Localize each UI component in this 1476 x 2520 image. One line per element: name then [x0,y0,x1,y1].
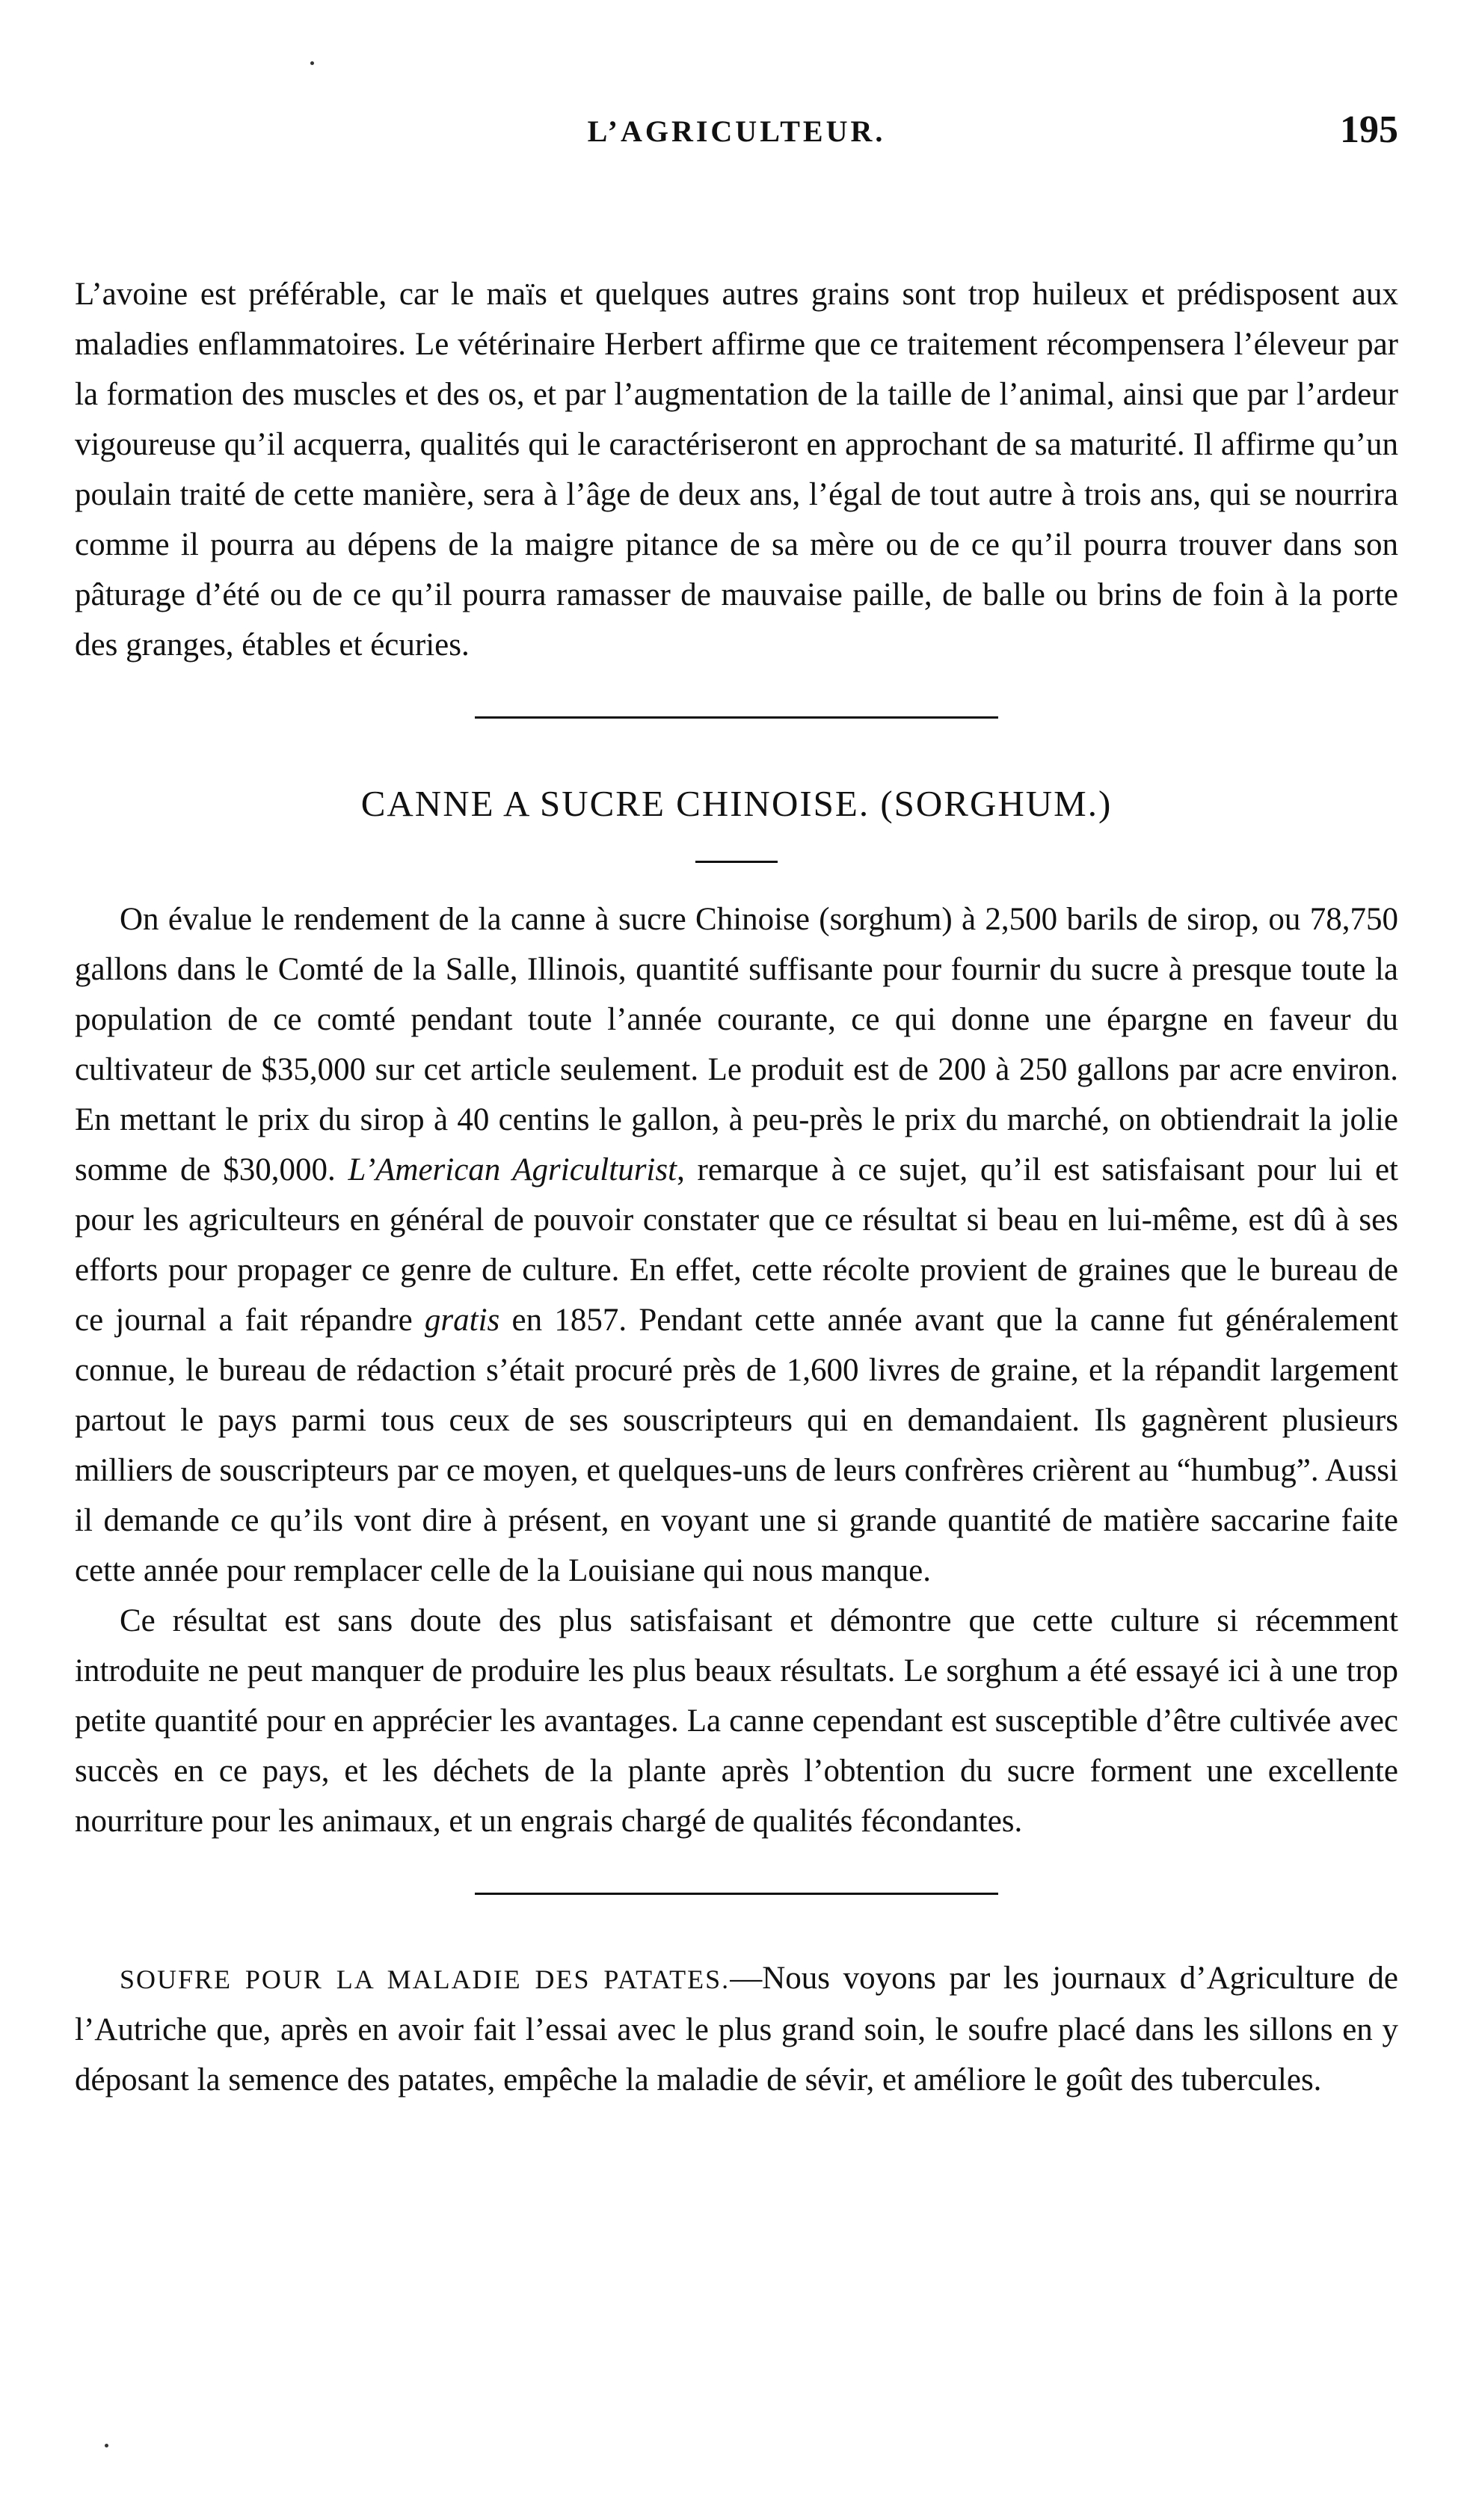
sorghum-paragraph-1 [75,894,1398,1596]
speck-bottom [105,2444,108,2447]
title-underline [695,861,778,863]
closing-lead-in: SOUFRE POUR LA MALADIE DES PATATES. [120,1964,731,1994]
section-divider-top [475,716,998,719]
speck-top [310,61,314,65]
sorghum-paragraph-1-text-a: On évalue le rendement de la canne à sucre Chinoise (sorghum) à 2,500 barils de sirop, ou 78,750 gallons dans le Comté de la Salle, Illinois, quantité suffisante pour fournir du sucre à presque toute la population de ce comté pendant toute l’année courante, ce qui donne une épargne en faveur du cultivateur de $35,000 sur cet article seulement. Le produit est de 200 à 250 gallons par acre environ. En mettant le prix du sirop à 40 centins le gallon, à peu-près le prix du marché, on obtiendrait la jolie somme de $30,000. [75,902,1398,1187]
sorghum-paragraph-1-text-b: , remarque à ce sujet, qu’il est satisfaisant pour lui et pour les agriculteurs en général de pouvoir constater que ce résultat si beau en lui-même, est dû à ses efforts pour propager ce genre de culture. En effet, cette récolte provient de graines que le bureau de ce journal a fait répandre [75,1152,1398,1338]
opening-paragraph: L’avoine est préférable, car le maïs et quelques autres grains sont trop huileux et prédisposent aux maladies enflammatoires. Le vétérinaire Herbert affirme que ce traitement récompensera l’éleveur par la formation des muscles et des os, et par l’augmentation de la taille de l’animal, ainsi que par l’ardeur vigoureuse qu’il acquerra, qualités qui le caractériseront en approchant de sa maturité. Il affirme qu’un poulain traité de cette manière, sera à l’âge de deux ans, l’égal de tout autre à trois ans, qui se nourrira comme il pourra au dépens de la maigre pitance de sa mère ou de ce qu’il pourra trouver dans son pâturage d’été ou de ce qu’il pourra ramasser de mauvaise paille, de balle ou brins de foin à la porte des granges, étables et écuries. [75,277,1398,663]
section-title: CANNE A SUCRE CHINOISE. (SORGHUM.) [360,783,1113,824]
page-header [75,75,1398,157]
page-content [75,75,1398,2105]
source-citation: L’American Agriculturist [348,1152,677,1187]
section-divider-bottom [475,1893,998,1895]
gratis-emphasis: gratis [424,1303,500,1338]
running-head: L’AGRICULTEUR. [587,114,886,148]
sorghum-paragraph-1-text-c: en 1857. Pendant cette année avant que la canne fut généralement connue, le bureau de rédaction s’était procuré près de 1,600 livres de graine, et la répandit largement partout le pays parmi tous ceux de ses souscripteurs qui en demandaient. Ils gagnèrent plusieurs milliers de souscripteurs par ce moyen, et quelques-uns de leurs confrères crièrent au “humbug”. Aussi il demande ce qu’ils vont dire à présent, en voyant une si grande quantité de matière saccarine faite cette année pour remplacer celle de la Louisiane qui nous manque. [75,1303,1398,1588]
sorghum-paragraph-2: Ce résultat est sans doute des plus satisfaisant et démontre que cette culture si récemment introduite ne peut manquer de produire les plus beaux résultats. Le sorghum a été essayé ici à une trop petite quantité pour en apprécier les avantages. La canne cependant est susceptible d’être cultivée avec succès en ce pays, et les déchets de la plante après l’obtention du sucre forment une excellente nourriture pour les animaux, et un engrais chargé de qualités fécondantes. [75,1603,1398,1839]
page-number: 195 [1340,108,1398,151]
closing-body: —Nous voyons par les journaux d’Agriculture de l’Autriche que, après en avoir fait l’essai avec le plus grand soin, le soufre placé dans les sillons en y déposant la semence des patates, empêche la maladie de sévir, et améliore le goût des tubercules. [75,1961,1398,2098]
closing-paragraph [75,1953,1398,2105]
